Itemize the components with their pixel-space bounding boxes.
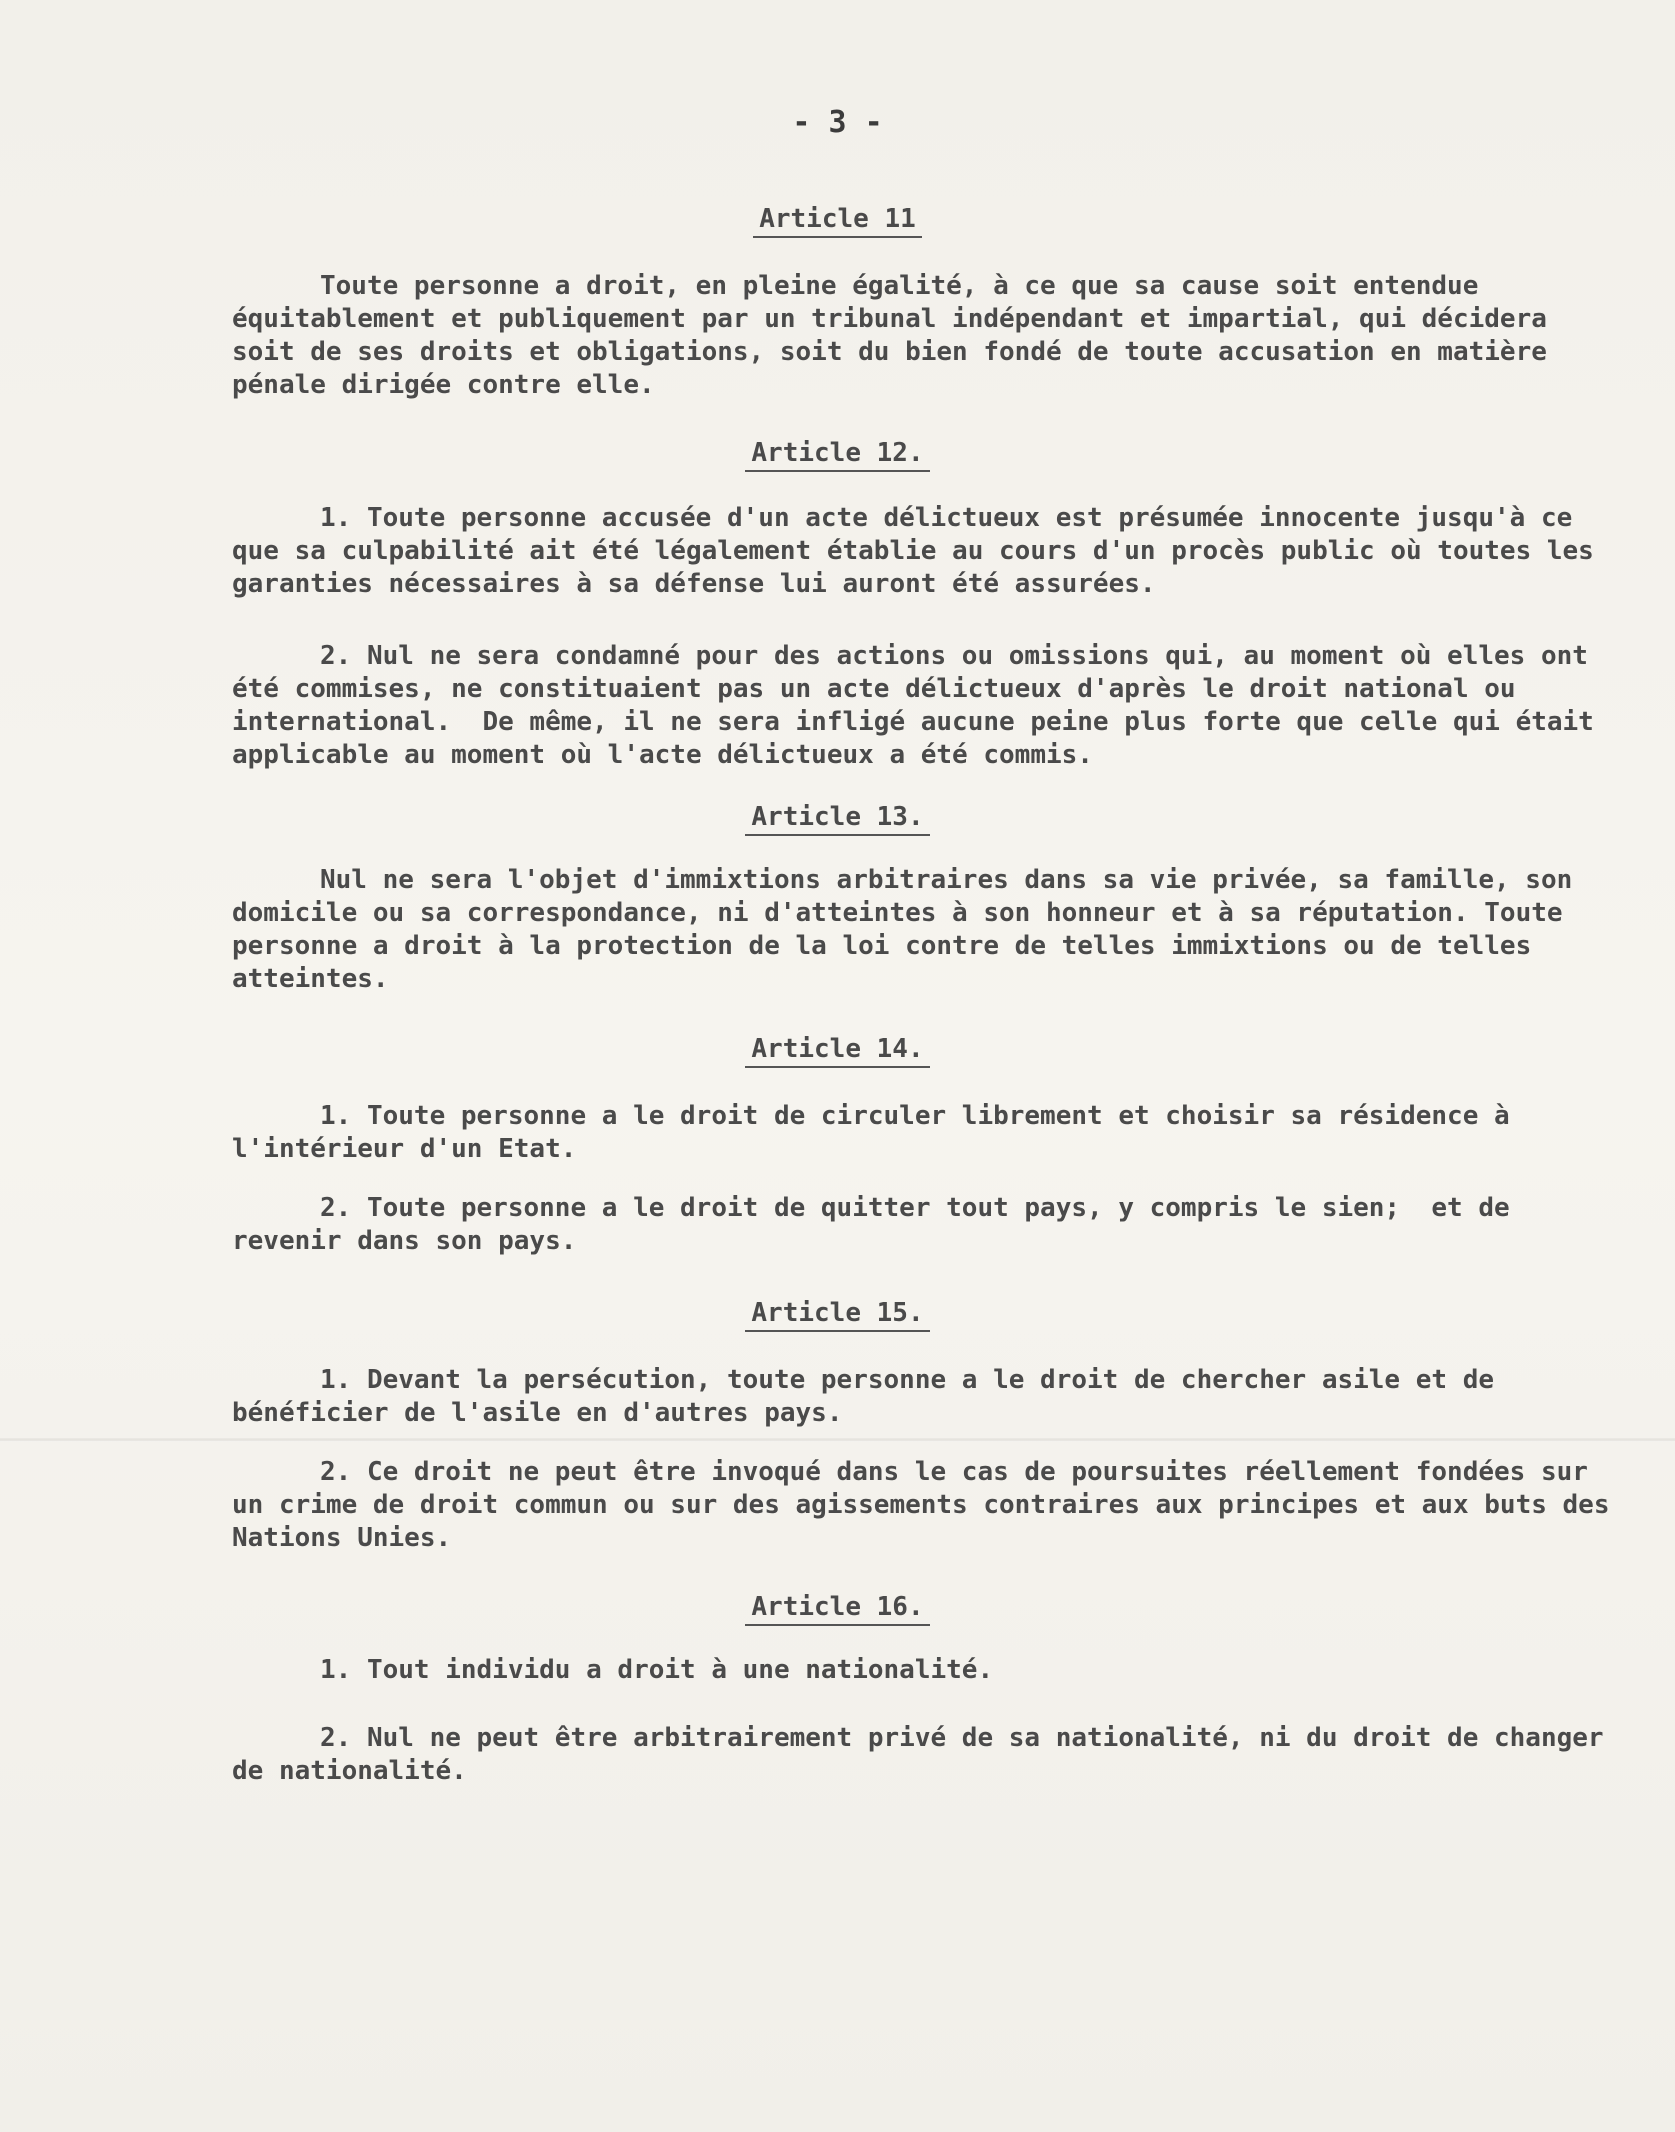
article-14-heading (0, 1034, 1675, 1068)
paragraph-text: 1. Tout individu a droit à une nationalité. (320, 1655, 994, 1685)
article-14-paragraph-1 (232, 1100, 1617, 1166)
paragraph-text: 2. Nul ne sera condamné pour des actions ou omissions qui, au moment où elles ont été commises, ne constituaient pas un acte délictueux d'après le droit national ou international. De même, il ne sera infligé aucune peine plus forte que celle qui était applicable au moment où l'acte délictueux a été commis. (232, 641, 1610, 770)
article-13-heading (0, 802, 1675, 836)
article-heading-text: Article 16. (745, 1593, 929, 1626)
article-16-heading (0, 1592, 1675, 1626)
article-15-paragraph-2 (232, 1456, 1626, 1555)
paragraph-text: 2. Ce droit ne peut être invoqué dans le cas de poursuites réellement fondées sur un crime de droit commun ou sur des agissements contraires aux principes et aux buts des Nations Unies. (232, 1457, 1626, 1553)
paragraph-text: 1. Devant la persécution, toute personne a le droit de chercher asile et de bénéficier de l'asile en d'autres pays. (232, 1365, 1510, 1428)
article-heading-text: Article 14. (745, 1035, 929, 1068)
article-heading-text: Article 12. (745, 439, 929, 472)
paragraph-text: 1. Toute personne a le droit de circuler librement et choisir sa résidence à l'intérieur d'un Etat. (232, 1101, 1526, 1164)
paragraph-text: 2. Toute personne a le droit de quitter tout pays, y compris le sien; et de revenir dans son pays. (232, 1193, 1526, 1256)
paper-fold-line (0, 1438, 1675, 1442)
article-11-heading (0, 204, 1675, 238)
article-14-paragraph-2 (232, 1192, 1617, 1258)
article-13-paragraph (232, 864, 1617, 996)
paragraph-text: Nul ne sera l'objet d'immixtions arbitraires dans sa vie privée, sa famille, son domicile ou sa correspondance, ni d'atteintes à son honneur et à sa réputation. Toute personne a droit à la protection de la loi contre de telles immixtions ou de telles atteintes. (232, 865, 1588, 994)
article-12-paragraph-2 (232, 640, 1617, 772)
article-heading-text: Article 11 (753, 205, 922, 238)
article-12-paragraph-1 (232, 502, 1617, 601)
article-16-paragraph-2 (232, 1722, 1620, 1788)
article-12-heading (0, 438, 1675, 472)
article-11-paragraph (232, 270, 1617, 402)
article-15-heading (0, 1298, 1675, 1332)
paragraph-text: Toute personne a droit, en pleine égalité, à ce que sa cause soit entendue équitablement et publiquement par un tribunal indépendant et impartial, qui décidera soit de ses droits et obligations, soit du bien fondé de toute accusation en matière pénale dirigée contre elle. (232, 271, 1563, 400)
page-number: - 3 - (792, 105, 883, 140)
paragraph-text: 2. Nul ne peut être arbitrairement privé de sa nationalité, ni du droit de changer de nationalité. (232, 1723, 1620, 1786)
article-16-paragraph-1 (232, 1654, 1617, 1687)
article-heading-text: Article 15. (745, 1299, 929, 1332)
paragraph-text: 1. Toute personne accusée d'un acte délictueux est présumée innocente jusqu'à ce que sa culpabilité ait été légalement établie au cours d'un procès public où toutes les garanties nécessaires à sa défense lui auront été assurées. (232, 503, 1610, 599)
article-heading-text: Article 13. (745, 803, 929, 836)
article-15-paragraph-1 (232, 1364, 1617, 1430)
